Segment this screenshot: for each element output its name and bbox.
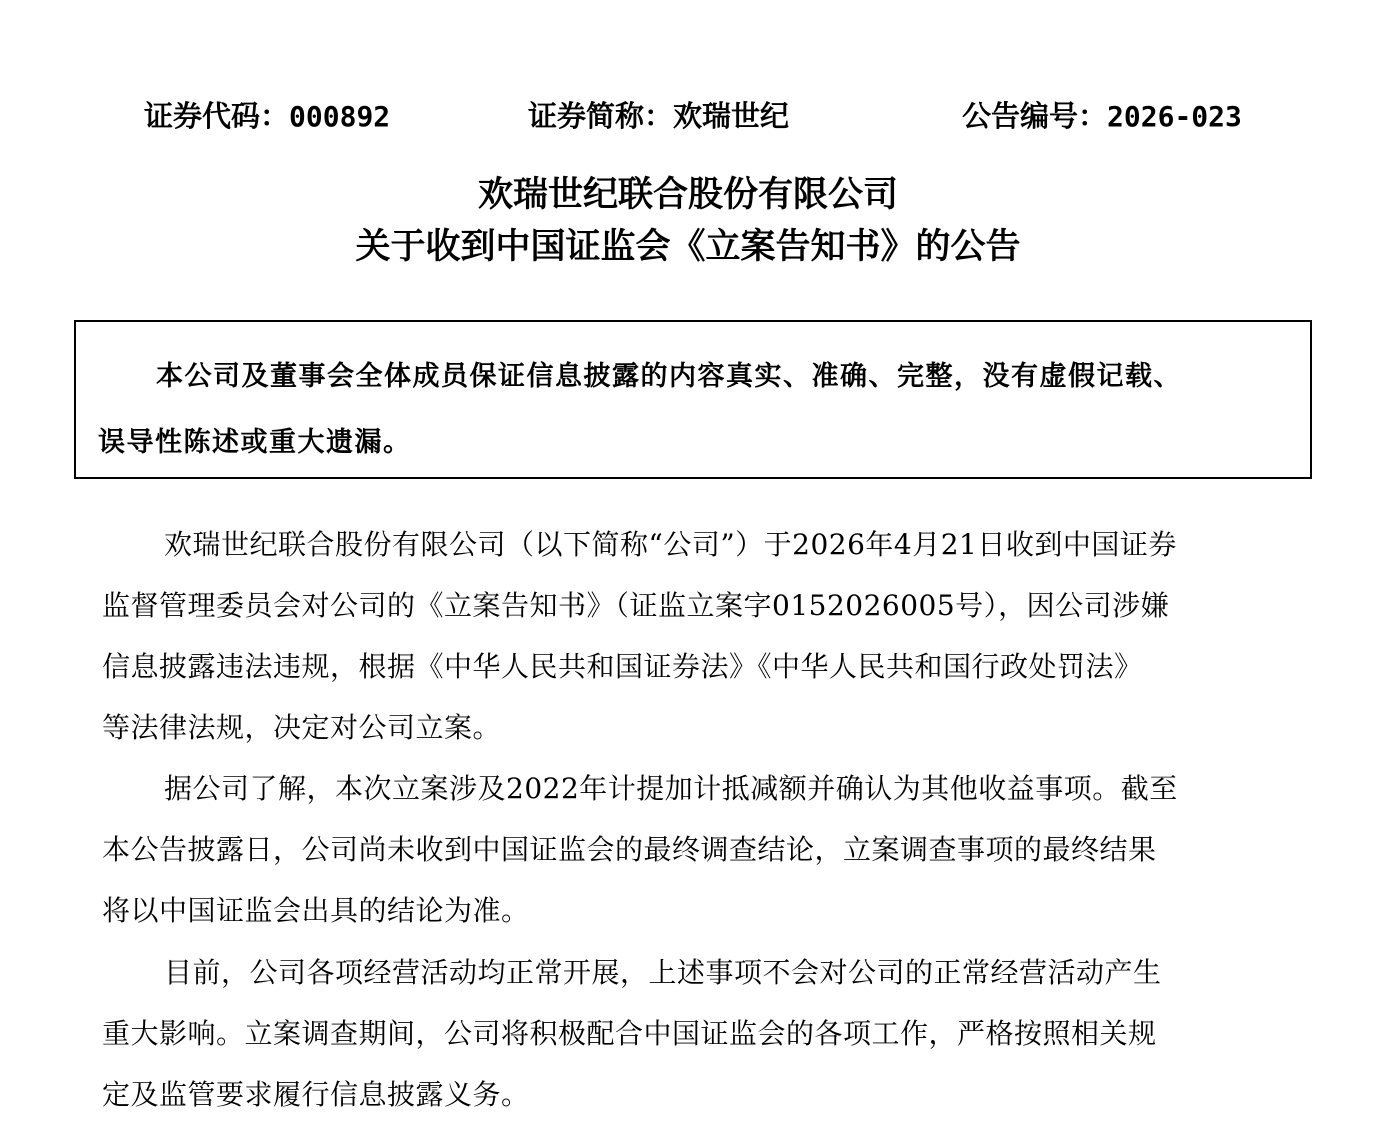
- body-paragraph-investigation-scope: [102, 758, 1292, 941]
- disclosure-line: 本公司及董事会全体成员保证信息披露的内容真实、准确、完整，没有虚假记载、: [156, 361, 1182, 392]
- announcement-number-value: 2026-023: [1107, 100, 1242, 133]
- paragraph-line: 目前，公司各项经营活动均正常开展，上述事项不会对公司的正常经营活动产生: [164, 956, 1162, 989]
- paragraph-line: 据公司了解，本次立案涉及2022年计提加计抵减额并确认为其他收益事项。截至: [164, 772, 1178, 805]
- security-abbreviation: [528, 94, 789, 138]
- body-paragraph-operations-status: [102, 942, 1292, 1125]
- paragraph-line: 欢瑞世纪联合股份有限公司（以下简称“公司”）于2026年4月21日收到中国证券: [164, 528, 1177, 561]
- paragraph-line: 监督管理委员会对公司的《立案告知书》（证监立案字0152026005号），因公司涉嫌: [102, 589, 1170, 622]
- paragraph-line: 定及监管要求履行信息披露义务。: [102, 1078, 530, 1111]
- paragraph-line: 信息披露违法违规，根据《中华人民共和国证券法》《中华人民共和国行政处罚法》: [102, 650, 1143, 683]
- announcement-number-label: 公告编号：: [962, 99, 1108, 133]
- security-code-value: 000892: [289, 100, 391, 133]
- paragraph-line: 本公告披露日，公司尚未收到中国证监会的最终调查结论，立案调查事项的最终结果: [102, 833, 1157, 866]
- paragraph-line: 重大影响。立案调查期间，公司将积极配合中国证监会的各项工作，严格按照相关规: [102, 1017, 1157, 1050]
- announcement-title: 关于收到中国证监会《立案告知书》的公告: [355, 227, 1021, 267]
- body-paragraph-filing-notice: [102, 514, 1292, 758]
- disclosure-statement: [98, 344, 1298, 476]
- company-name-title: 欢瑞世纪联合股份有限公司: [477, 175, 898, 215]
- security-abbr-value: 欢瑞世纪: [673, 99, 790, 133]
- disclosure-line: 误导性陈述或重大遗漏。: [98, 427, 412, 458]
- security-abbr-label: 证券简称：: [528, 99, 674, 133]
- paragraph-line: 等法律法规，决定对公司立案。: [102, 711, 502, 744]
- disclosure-statement-box: [74, 320, 1312, 479]
- security-code-label: 证券代码：: [144, 99, 290, 133]
- announcement-header: [0, 94, 1376, 138]
- security-code: [144, 94, 390, 139]
- announcement-number: [962, 94, 1242, 139]
- paragraph-line: 将以中国证监会出具的结论为准。: [102, 894, 530, 927]
